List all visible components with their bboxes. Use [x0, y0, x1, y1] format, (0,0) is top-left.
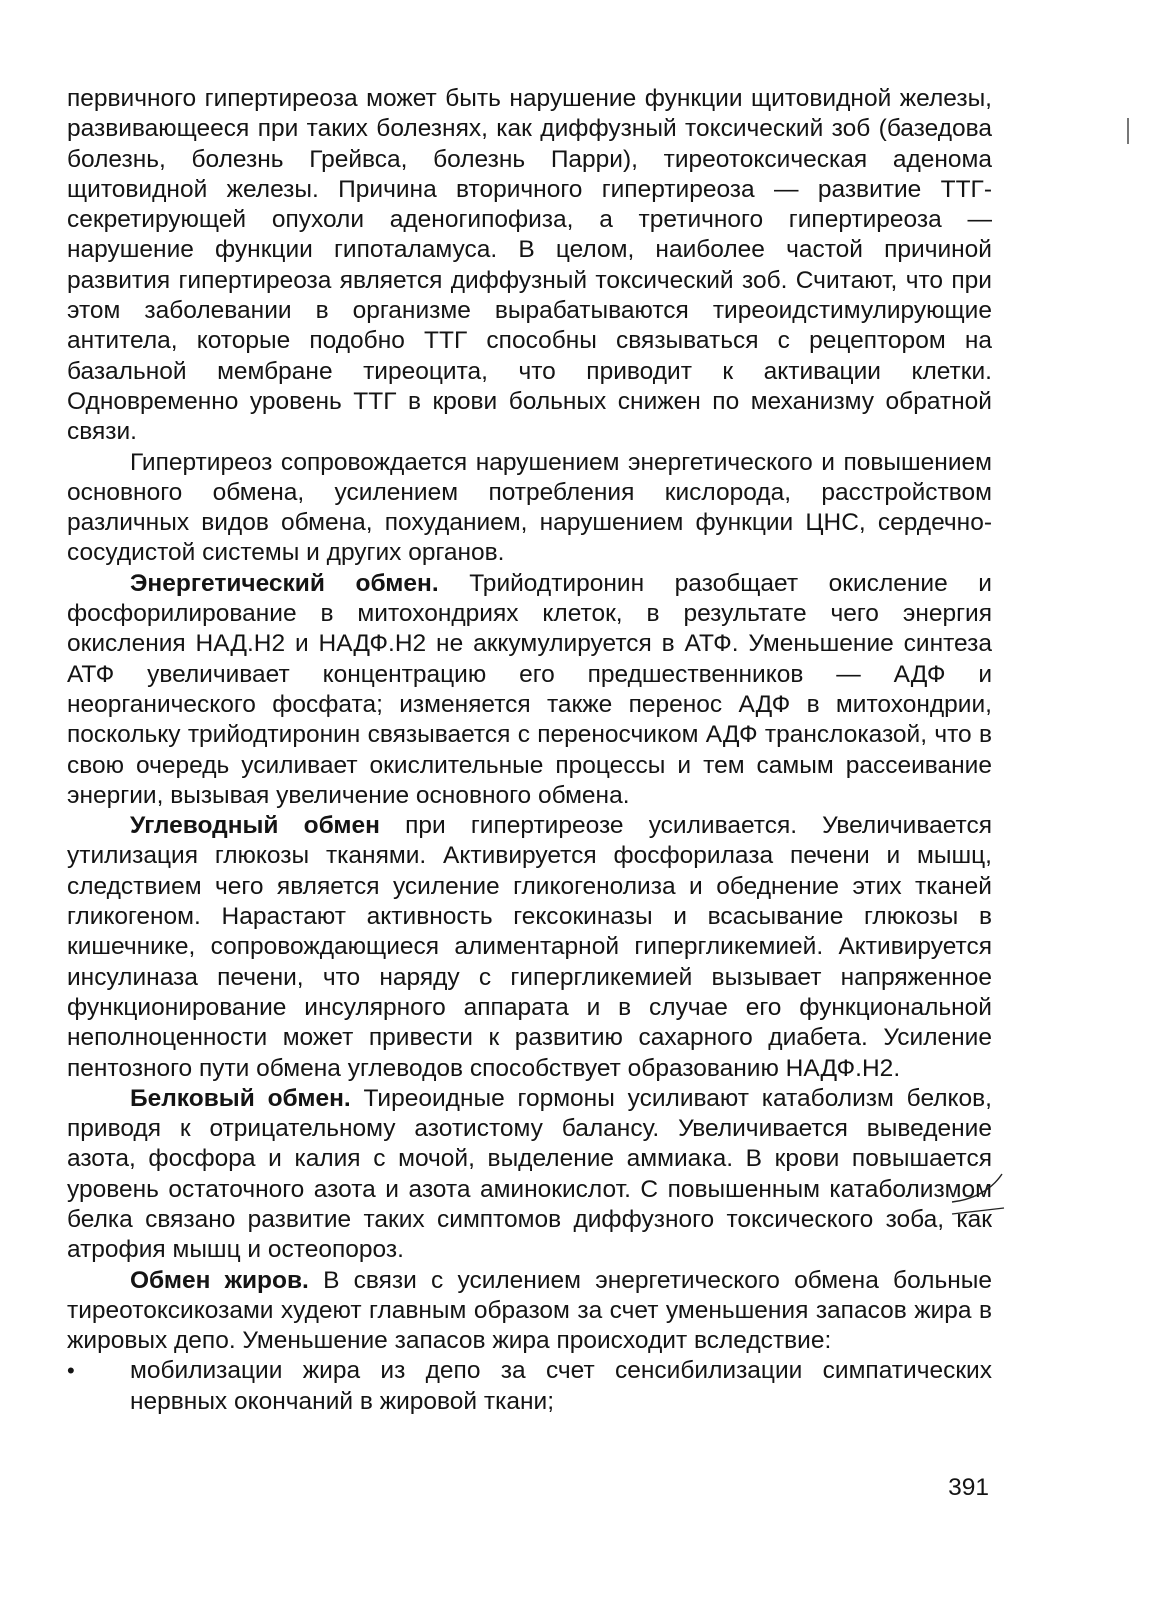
- list-item-text: мобилизации жира из депо за счет сенсибилизации симпатических нервных окончаний в жировой ткани;: [130, 1357, 992, 1415]
- paragraph-5-text: Тиреоидные гормоны усиливают катаболизм белков, приводя к отрицательному азотистому балансу. Увеличивается выведение азота, фосфора и калия с мочой, выделение аммиака. В крови повышается уровень остаточного азота и азота аминокислот. С повышенным катаболизмом белка связано развитие таких симптомов диффузного токсического зоба, как атрофия мышц и остеопороз.: [67, 1084, 992, 1264]
- pen-annotation-icon: [950, 1170, 1010, 1220]
- list-item: [67, 1356, 992, 1417]
- paragraph-2-text: Гипертиреоз сопровождается нарушением энергетического и повышением основного обмена, усилением потребления кислорода, расстройством различных видов обмена, похуданием, нарушением функции ЦНС, сердечно-сосудистой системы и других органов.: [67, 448, 992, 567]
- paragraph-2: [67, 448, 992, 569]
- bullet-list: [67, 1356, 992, 1417]
- paragraph-5-heading: Белковый обмен.: [130, 1084, 351, 1112]
- paragraph-6: [67, 1266, 992, 1357]
- paragraph-1-text: первичного гипертиреоза может быть нарушение функции щитовидной железы, развивающееся при таких болезнях, как диффузный токсический зоб (базедова болезнь, болезнь Грейвса, болезнь Парри), тиреотоксическая аденома щитовидной железы. Причина вторичного гипертиреоза — развитие ТТГ-секретирующей опухоли аденогипофиза, а третичного гипертиреоза — нарушение функции гипоталамуса. В целом, наиболее частой причиной развития гипертиреоза является диффузный токсический зоб. Считают, что при этом заболевании в организме вырабатываются тиреоидстимулирующие антитела, которые подобно ТТГ способны связываться с рецептором на базальной мембране тиреоцита, что приводит к активации клетки. Одновременно уровень ТТГ в крови больных снижен по механизму обратной связи.: [67, 85, 992, 446]
- document-page: [67, 84, 992, 1417]
- paragraph-3-heading: Энергетический обмен.: [130, 569, 439, 597]
- paragraph-4-text: при гипертиреозе усиливается. Увеличивается утилизация глюкозы тканями. Активируется фосфорилаза печени и мышц, следствием чего является усиление гликогенолиза и обеднение этих тканей гликогеном. Нарастают активность гексокиназы и всасывание глюкозы в кишечнике, сопровождающиеся алиментарной гипергликемией. Активируется инсулиназа печени, что наряду с гипергликемией вызывает напряженное функционирование инсулярного аппарата и в случае его функциональной неполноценности может привести к развитию сахарного диабета. Усиление пентозного пути обмена углеводов способствует образованию НАДФ.Н2.: [67, 812, 992, 1082]
- paragraph-1: [67, 84, 992, 448]
- paragraph-4-heading: Углеводный обмен: [130, 812, 380, 840]
- page-number: 391: [948, 1474, 989, 1501]
- paragraph-3: [67, 569, 992, 811]
- paragraph-6-text: В связи с усилением энергетического обмена больные тиреотоксикозами худеют главным образом за счет уменьшения запасов жира в жировых депо. Уменьшение запасов жира происходит вследствие:: [67, 1266, 992, 1355]
- paragraph-6-heading: Обмен жиров.: [130, 1266, 309, 1294]
- paragraph-5: [67, 1084, 992, 1266]
- paragraph-3-text: Трийодтиронин разобщает окисление и фосфорилирование в митохондриях клеток, в результате чего энергия окисления НАД.Н2 и НАДФ.Н2 не аккумулируется в АТФ. Уменьшение синтеза АТФ увеличивает концентрацию его предшественников — АДФ и неорганического фосфата; изменяется также перенос АДФ в митохондрии, поскольку трийодтиронин связывается с переносчиком АДФ транслоказой, что в свою очередь усиливает окислительные процессы и тем самым рассеивание энергии, вызывая увеличение основного обмена.: [67, 569, 992, 809]
- paragraph-4: [67, 811, 992, 1084]
- bullet-icon: •: [67, 1358, 75, 1384]
- margin-mark: [1127, 118, 1129, 144]
